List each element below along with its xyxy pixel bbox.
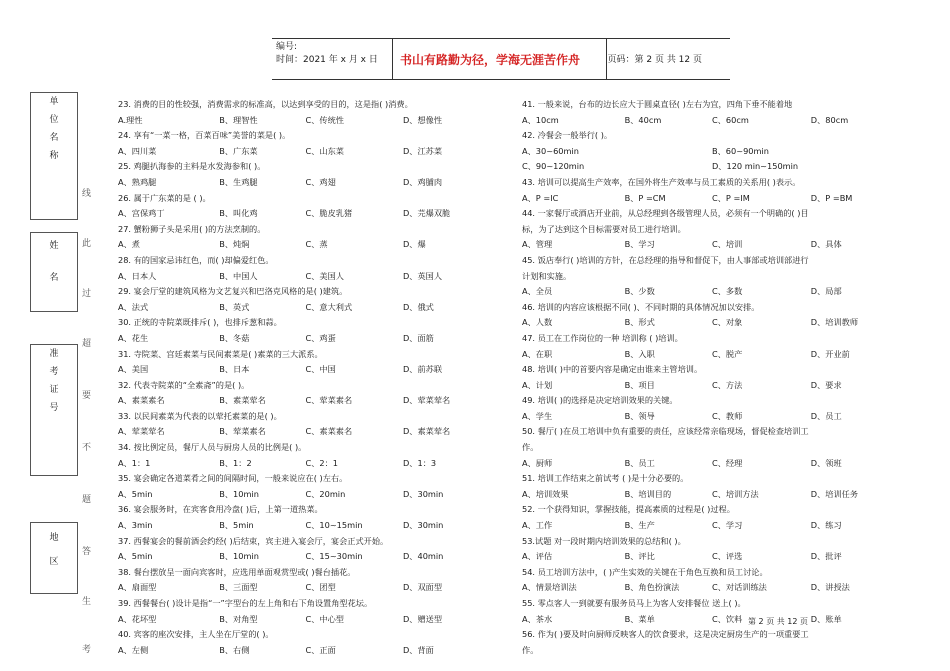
answer-option: B、右侧 <box>219 644 250 655</box>
question-text: 标，为了达到这个目标需要对员工进行培训。 <box>522 223 686 234</box>
answer-option: C、传统性 <box>305 114 344 125</box>
answer-option: A、左侧 <box>118 644 149 655</box>
answer-option: D、鸡脯肉 <box>403 176 443 187</box>
question-text: 28. 有的国家忌讳红色，而( )却偏爱红色。 <box>118 254 274 265</box>
question-text: 23. 消费的目的性较强，消费需求的标准高，以达到享受的目的，这是指( )消费。 <box>118 99 413 109</box>
answer-option: A、在职 <box>522 348 553 359</box>
answer-options <box>522 315 902 331</box>
question-text: 50. 餐厅( )在员工培训中负有重要的责任，应该经常亲临现场，督促检查培训工 <box>522 426 809 437</box>
answer-option: D、培训教师 <box>810 317 859 328</box>
seal-char: 生 <box>82 597 92 607</box>
question-text: 56. 作为( )要及时向厨师反映客人的饮食要求，这是决定厨房生产的一项重要工 <box>522 629 809 640</box>
answer-option: A、煮 <box>118 239 140 250</box>
answer-option: C、意大利式 <box>305 301 353 312</box>
region-char: 地 <box>49 533 59 543</box>
unit-name-char: 名 <box>49 133 59 143</box>
answer-option: B、叫化鸡 <box>219 208 258 219</box>
question-text: 37. 西餐宴会的餐前酒会约经( )后结束，宾主进入宴会厅，宴会正式开始。 <box>118 535 389 546</box>
answer-option: B、广东菜 <box>219 145 258 156</box>
answer-options <box>118 518 493 534</box>
question-text: 29. 宴会厅堂的建筑风格为文艺复兴和巴洛克风格的是( )建筑。 <box>118 286 348 297</box>
answer-option: C、P =IM <box>712 192 750 203</box>
answer-option: B、对角型 <box>219 613 258 624</box>
answer-option: D、想像性 <box>403 114 443 125</box>
answer-options <box>522 237 902 253</box>
answer-option: A、1：1 <box>118 457 151 468</box>
answer-option: B、培训目的 <box>624 488 672 499</box>
question-text: 32. 代表寺院菜的“全素斋”的是( )。 <box>118 379 250 390</box>
answer-options <box>118 580 493 596</box>
answer-option: B、5min <box>219 520 254 531</box>
answer-option: A、花生 <box>118 332 149 343</box>
answer-options <box>118 331 493 347</box>
answer-option: C、脆皮乳猪 <box>305 208 353 219</box>
answer-option: D、40min <box>403 551 444 562</box>
answer-option: B、领导 <box>624 410 655 421</box>
answer-options <box>522 518 902 534</box>
answer-option: A、厨师 <box>522 457 553 468</box>
answer-options <box>522 580 902 596</box>
question-text: 36. 宴会服务时，在宾客食用冷盘( )后，上第一道热菜。 <box>118 504 323 515</box>
answer-options <box>118 175 493 191</box>
answer-option: B、40cm <box>624 114 662 125</box>
answer-option: B、炖焖 <box>219 239 250 250</box>
unit-name-char: 称 <box>49 151 59 161</box>
seal-char: 考 <box>82 645 92 655</box>
answer-option: B、项目 <box>624 379 655 390</box>
question-text: 40. 宾客的座次安排，主人坐在厅堂的( )。 <box>118 629 274 640</box>
answer-option: C、90~120min <box>522 161 585 172</box>
question-text: 48. 培训( )中的首要内容是确定由谁来主管培训。 <box>522 364 703 375</box>
answer-option: C、鸡翅 <box>305 176 336 187</box>
answer-options <box>118 206 493 222</box>
answer-option: A、素菜素名 <box>118 395 165 406</box>
answer-option: A、美国 <box>118 364 149 375</box>
region-box <box>30 522 78 594</box>
answer-options <box>118 549 493 565</box>
answer-option: D、前苏联 <box>403 364 443 375</box>
answer-options <box>118 487 493 503</box>
answer-option: B、英式 <box>219 301 250 312</box>
answer-option: C、脱产 <box>712 348 743 359</box>
unit-name-char: 位 <box>49 115 59 125</box>
answer-option: A、工作 <box>522 520 553 531</box>
answer-option: A、熟鸡腿 <box>118 176 157 187</box>
answer-option: B、1：2 <box>219 457 252 468</box>
answer-option: B、入职 <box>624 348 655 359</box>
answer-option: C、多数 <box>712 286 743 297</box>
answer-option: A、计划 <box>522 379 553 390</box>
answer-option: A、荤菜荤名 <box>118 426 165 437</box>
question-text: 25. 鸡腿扒海参的主料是水发海参和( )。 <box>118 161 266 172</box>
answer-option: C、对话训练法 <box>712 582 767 593</box>
question-text: 27. 蟹粉狮子头是采用( )的方法烹制的。 <box>118 223 266 234</box>
answer-option: B、形式 <box>624 317 655 328</box>
name-box <box>30 232 78 312</box>
answer-option: D、30min <box>403 520 444 531</box>
question-text: 30. 正统的寺院菜既排斥( )，也排斥葱和蒜。 <box>118 317 282 328</box>
answer-option: C、60cm <box>712 114 749 125</box>
answer-option: B、荤菜素名 <box>219 426 266 437</box>
question-text: 计划和实施。 <box>522 270 572 281</box>
date-label: 时间：2021 年 x 月 x 日 <box>276 55 378 65</box>
question-text: 35. 宴会确定各道菜肴之间的间隔时间，一般来说应在( )左右。 <box>118 473 348 484</box>
answer-option: D、英国人 <box>403 270 443 281</box>
answer-option: A、宫保鸡丁 <box>118 208 165 219</box>
question-text: 43. 培训可以提高生产效率，在国外将生产效率与员工素质的关系用( )表示。 <box>522 176 801 187</box>
answer-option: D、俄式 <box>403 301 434 312</box>
answer-option: B、学习 <box>624 239 655 250</box>
question-text: 26. 属于广东菜的是 ( )。 <box>118 192 211 203</box>
header-page-number: 页码：第 2 页 共 12 页 <box>607 55 702 65</box>
answer-option: C、教师 <box>712 410 743 421</box>
answer-option: D、讲授法 <box>810 582 850 593</box>
name-char: 姓 <box>49 241 59 251</box>
answer-options <box>118 362 493 378</box>
questions-column-right <box>522 97 902 658</box>
answer-option: B、中国人 <box>219 270 258 281</box>
answer-option: C、15~30min <box>305 551 363 562</box>
answer-options <box>118 393 493 409</box>
answer-options <box>118 269 493 285</box>
answer-option: A、5min <box>118 488 153 499</box>
answer-options <box>522 612 902 628</box>
answer-option: C、10~15min <box>305 520 363 531</box>
answer-option: C、学习 <box>712 520 743 531</box>
answer-option: D、开业前 <box>810 348 850 359</box>
answer-option: A、培训效果 <box>522 488 569 499</box>
answer-options <box>118 456 493 472</box>
answer-option: A、扇面型 <box>118 582 157 593</box>
exam-number-char: 号 <box>49 403 59 413</box>
answer-option: D、爆 <box>403 239 426 250</box>
answer-option: D、P =BM <box>810 192 853 203</box>
answer-option: D、面筋 <box>403 332 434 343</box>
answer-option: D、员工 <box>810 410 842 421</box>
answer-option: A、情景培训法 <box>522 582 577 593</box>
answer-option: C、美国人 <box>305 270 344 281</box>
answer-option: C、方法 <box>712 379 743 390</box>
answer-option: A、P =IC <box>522 192 559 203</box>
answer-option: B、10min <box>219 488 259 499</box>
answer-option: A、法式 <box>118 301 149 312</box>
answer-option: B、员工 <box>624 457 655 468</box>
answer-option: A、全员 <box>522 286 553 297</box>
answer-option: D、荤菜荤名 <box>403 395 451 406</box>
answer-option: D、账单 <box>810 613 842 624</box>
answer-option: D、具体 <box>810 239 842 250</box>
binding-sidebar <box>30 92 78 624</box>
answer-option: D、批评 <box>810 551 842 562</box>
seal-char: 超 <box>82 339 92 349</box>
answer-options <box>522 549 902 565</box>
question-text: 51. 培训工作结束之前试考 ( )是十分必要的。 <box>522 473 689 484</box>
answer-option: C、鸡蛋 <box>305 332 336 343</box>
answer-option: B、素菜荤名 <box>219 395 266 406</box>
answer-option: D、领班 <box>810 457 842 468</box>
answer-options <box>522 284 902 300</box>
answer-option: B、菜单 <box>624 613 655 624</box>
answer-option: A、管理 <box>522 239 553 250</box>
header-meta <box>276 41 378 67</box>
answer-option: B、少数 <box>624 286 655 297</box>
question-text: 31. 寺院菜、宫廷素菜与民间素菜是( )素菜的三大派系。 <box>118 348 323 359</box>
answer-option: D、双面型 <box>403 582 443 593</box>
answer-option: C、素菜素名 <box>305 426 353 437</box>
answer-option: D、要求 <box>810 379 842 390</box>
answer-option: B、冬菇 <box>219 332 250 343</box>
answer-options <box>522 378 902 394</box>
answer-option: C、团型 <box>305 582 336 593</box>
answer-option: D、120 min~150min <box>712 161 799 172</box>
answer-option: C、2：1 <box>305 457 339 468</box>
exam-number-char: 证 <box>49 385 59 395</box>
answer-option: C、培训方法 <box>712 488 759 499</box>
exam-number-char: 考 <box>49 367 59 377</box>
page-header <box>272 38 730 80</box>
seal-char: 要 <box>82 391 92 401</box>
seal-char: 不 <box>82 443 92 453</box>
answer-option: D、赠送型 <box>403 613 443 624</box>
question-text: 54. 员工培训方法中，( )产生实效的关键在于角色互换和员工讨论。 <box>522 566 768 577</box>
answer-options <box>118 643 493 659</box>
answer-option: D、局部 <box>810 286 842 297</box>
header-motto: 书山有路勤为径，学海无涯苦作舟 <box>400 53 581 67</box>
question-text: 45. 饭店奉行( )培训的方针，在总经理的指导和督促下，由人事部或培训部进行 <box>522 254 809 265</box>
answer-option: C、山东菜 <box>305 145 344 156</box>
seal-char: 此 <box>82 239 92 249</box>
answer-options <box>118 612 493 628</box>
answer-options <box>522 159 902 175</box>
answer-options <box>522 113 902 129</box>
question-text: 52. 一个获得知识，掌握技能，提高素质的过程是( )过程。 <box>522 504 735 515</box>
unit-name-char: 单 <box>49 97 59 107</box>
answer-option: D、芫爆双脆 <box>403 208 451 219</box>
question-text: 46. 培训的内容应该根据不同( )、不同时期的具体情况加以安排。 <box>522 301 760 312</box>
seal-char: 题 <box>82 495 92 505</box>
question-text: 42. 冷餐会一般举行( )。 <box>522 130 613 141</box>
answer-option: C、饮料 <box>712 613 743 624</box>
answer-options <box>522 487 902 503</box>
answer-option: C、评选 <box>712 551 743 562</box>
answer-option: C、中国 <box>305 364 336 375</box>
questions-column-left <box>118 97 493 658</box>
answer-options <box>118 300 493 316</box>
question-text: 作。 <box>522 442 539 453</box>
question-text: 53.试题 对一段时期内培训效果的总结和( )。 <box>522 535 686 546</box>
answer-option: D、1：3 <box>403 457 437 468</box>
answer-option: A、5min <box>118 551 153 562</box>
question-text: 24. 享有“一菜一格，百菜百味”美誉的菜是( )。 <box>118 130 291 141</box>
exam-number-char: 准 <box>49 349 59 359</box>
answer-options <box>522 456 902 472</box>
answer-option: B、生产 <box>624 520 655 531</box>
answer-option: A、3min <box>118 520 153 531</box>
answer-option: A.理性 <box>118 114 143 125</box>
answer-option: A、茶水 <box>522 613 553 624</box>
answer-option: A、评估 <box>522 551 553 562</box>
answer-option: B、10min <box>219 551 259 562</box>
page-footer: 第 2 页 共 12 页 <box>748 617 808 626</box>
answer-option: B、60~90min <box>712 145 769 156</box>
answer-option: B、日本 <box>219 364 250 375</box>
seal-char: 过 <box>82 289 92 299</box>
answer-option: D、素菜荤名 <box>403 426 451 437</box>
answer-option: C、荤菜素名 <box>305 395 353 406</box>
answer-option: B、评比 <box>624 551 655 562</box>
seal-char: 答 <box>82 547 92 557</box>
answer-options <box>118 237 493 253</box>
answer-options <box>522 191 902 207</box>
answer-option: A、10cm <box>522 114 559 125</box>
answer-option: C、培训 <box>712 239 743 250</box>
answer-option: A、四川菜 <box>118 145 157 156</box>
answer-options <box>522 409 902 425</box>
answer-option: B、三面型 <box>219 582 258 593</box>
question-text: 34. 按比例定员，餐厅人员与厨房人员的比例是( )。 <box>118 442 307 453</box>
answer-option: C、中心型 <box>305 613 344 624</box>
answer-option: C、20min <box>305 488 346 499</box>
answer-options <box>118 113 493 129</box>
question-text: 49. 培训( )的选择是决定培训效果的关键。 <box>522 395 678 406</box>
question-text: 55. 零点客人一到就要有服务员马上为客人安排餐位 送上( )。 <box>522 598 746 608</box>
answer-options <box>118 144 493 160</box>
answer-option: D、江苏菜 <box>403 145 443 156</box>
answer-option: C、正面 <box>305 644 336 655</box>
answer-option: D、80cm <box>810 114 849 125</box>
answer-option: B、角色扮演法 <box>624 582 680 593</box>
answer-option: B、生鸡腿 <box>219 176 258 187</box>
answer-options <box>522 347 902 363</box>
answer-option: B、理智性 <box>219 114 258 125</box>
name-char: 名 <box>49 273 59 283</box>
answer-option: A、花坏型 <box>118 613 157 624</box>
answer-option: A、学生 <box>522 410 553 421</box>
answer-option: D、培训任务 <box>810 488 859 499</box>
question-text: 41. 一般来说，台布的边长应大于圆桌直径( )左右为宜，四角下垂不能着地 <box>522 99 793 109</box>
unit-name-box <box>30 92 78 220</box>
question-text: 作。 <box>522 644 539 655</box>
serial-label: 编号: <box>276 42 298 52</box>
answer-option: C、经理 <box>712 457 743 468</box>
answer-option: C、对象 <box>712 317 743 328</box>
exam-number-box <box>30 344 78 476</box>
question-text: 39. 西餐餐台( )设计是指“一”字型台的左上角和右下角设置角型花坛。 <box>118 598 373 608</box>
answer-options <box>522 144 902 160</box>
region-char: 区 <box>49 557 59 567</box>
answer-option: A、日本人 <box>118 270 157 281</box>
answer-option: B、P =CM <box>624 192 666 203</box>
question-text: 44. 一家餐厅或酒店开业前，从总经理到各级管理人员，必须有一个明确的( )目 <box>522 208 809 219</box>
answer-option: D、30min <box>403 488 444 499</box>
question-text: 38. 餐台摆放呈一面向宾客时，应选用单面观赏型或( )餐台插花。 <box>118 566 356 577</box>
answer-option: C、蒸 <box>305 239 328 250</box>
seal-char: 线 <box>82 189 92 199</box>
answer-option: A、人数 <box>522 317 553 328</box>
answer-options <box>118 424 493 440</box>
answer-option: A、30~60min <box>522 145 579 156</box>
answer-option: D、背面 <box>403 644 434 655</box>
header-divider <box>392 39 393 79</box>
question-text: 33. 以民间素菜为代表的以荤托素菜的是( )。 <box>118 410 282 421</box>
question-text: 47. 员工在工作岗位的一种 培训称 ( )培训。 <box>522 332 683 343</box>
answer-option: D、练习 <box>810 520 842 531</box>
